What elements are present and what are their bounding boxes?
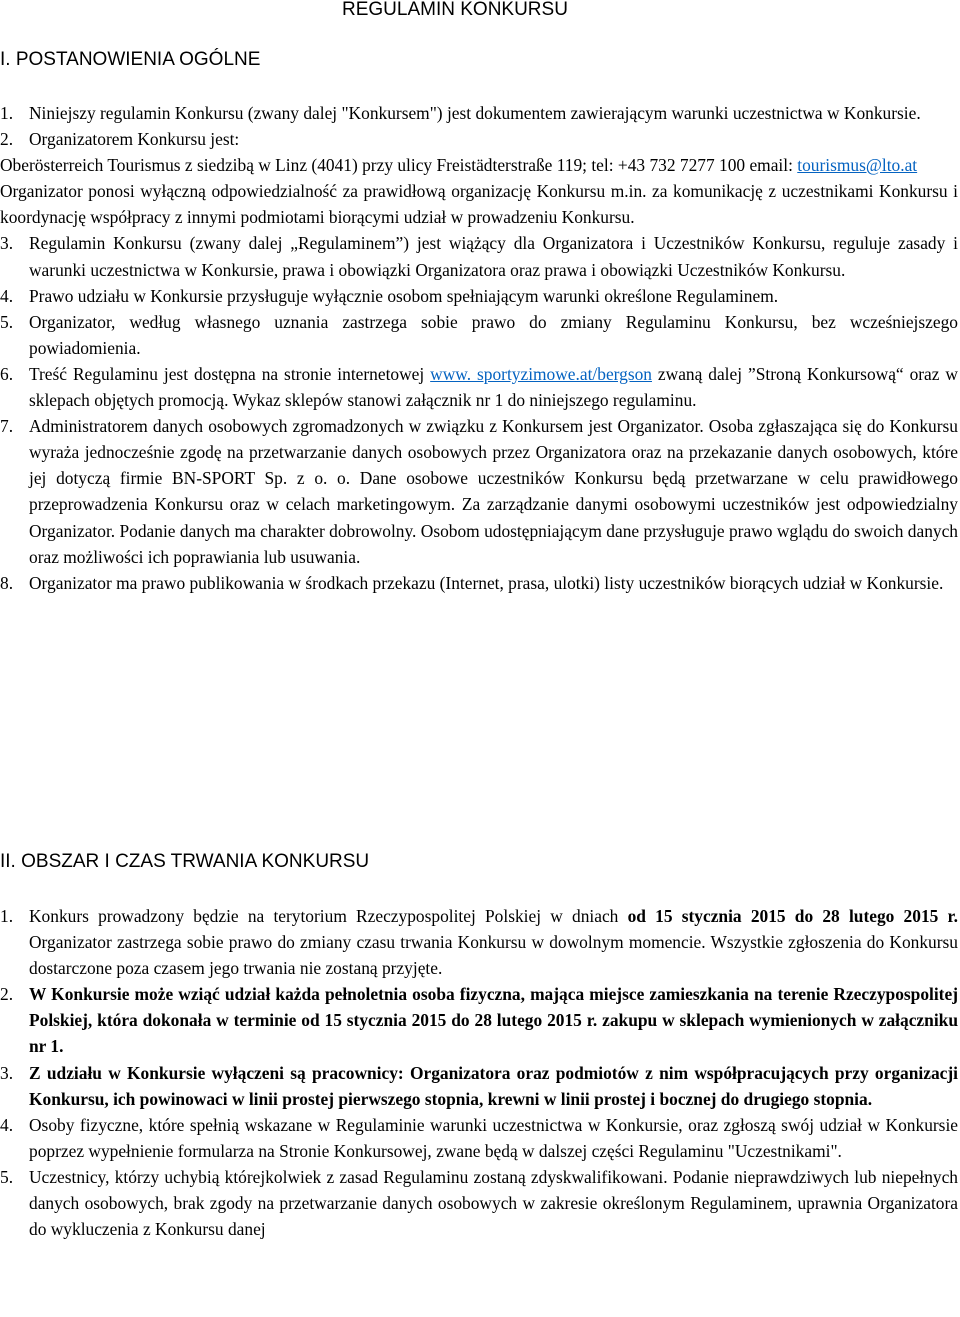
item-text-bold: od 15 stycznia 2015 do 28 lutego 2015 r. (627, 906, 959, 926)
item-number: 3. (0, 233, 14, 254)
item-number: 1. (0, 906, 14, 926)
item-text: Administratorem danych osobowych zgromadzonych w związku z Konkursem jest Organizator. Osoba zgłaszająca się do Konkursu wyraża jednocześnie zgodę na przetwarzanie danych osobowych przez Organizatora oraz na przekazanie danych osobowych, które jej dotyczą firmie BN-SPORT Sp. z o. o. Dane osobowe uczestników Konkursu będą przetwarzane w celu prawidłowego przeprowadzenia Konkursu oraz w celach marketingowym. Za zarządzanie danymi osobowymi uczestników jest odpowiedzialny Organizator. Podanie danych ma charakter dobrowolny. Osobom udostępniającym dane przysługuje prawo wglądu do swoich danych oraz możliwości ich poprawiania lub usuwania. (29, 416, 958, 567)
section-general-provisions (0, 100, 958, 596)
item-number: 1. (0, 103, 14, 123)
item-text: Niniejszy regulamin Konkursu (zwany dalej "Konkursem") jest dokumentem zawierającym warunki uczestnictwa w Konkursie. (29, 103, 921, 123)
list-item (0, 361, 958, 413)
item-text: zwaną dalej ”Stroną Konkursową“ oraz w sklepach objętych promocją. Wykaz sklepów stanowi załącznik nr 1 do niniejszego regulaminu. (29, 363, 958, 411)
item-text-address (0, 152, 958, 178)
item-text: Organizator, według własnego uznania zastrzega sobie prawo do zmiany Regulaminu Konkursu, bez wcześniejszego powiadomienia. (29, 311, 958, 358)
list-item (0, 1112, 958, 1164)
list-item (0, 230, 958, 282)
list-item (0, 309, 958, 361)
list-item (0, 1164, 958, 1242)
item-text: Uczestnicy, którzy uchybią którejkolwiek z zasad Regulaminu zostaną zdyskwalifikowani. Podanie nieprawdziwych lub niepełnych danych osobowych, brak zgody na przetwarzanie danych osobowych w zakresie określonym Regulaminem, uprawnia Organizatora do wykluczenia z Konkursu danej (29, 1166, 958, 1240)
item-text: Organizator zastrzega sobie prawo do zmiany czasu trwania Konkursu w dowolnym momencie. Wszystkie zgłoszenia do Konkursu dostarczone poza czasem jego trwania nie zostaną przyjęte. (29, 932, 958, 979)
section-heading-general-provisions: I. POSTANOWIENIA OGÓLNE (0, 49, 261, 70)
item-text: Konkurs prowadzony będzie na terytorium Rzeczypospolitej Polskiej w dniach (29, 906, 628, 926)
item-text: Regulamin Konkursu (zwany dalej „Regulaminem”) jest wiążący dla Organizatora i Uczestników Konkursu, reguluje zasady i warunki uczestnictwa w Konkursie, prawa i obowiązki Organizatora oraz prawa i obowiązki Uczestników Konkursu. (29, 233, 958, 280)
list-item (0, 413, 958, 570)
list-item (0, 903, 958, 981)
item-number: 3. (0, 1062, 14, 1083)
item-text: Organizatorem Konkursu jest: (29, 129, 240, 150)
item-text: Osoby fizyczne, które spełnią wskazane w Regulaminie warunki uczestnictwa w Konkursie, oraz zgłoszą swój udział w Konkursie poprzez wypełnienie formularza na Stronie Konkursowej, zwane będą w dalszej części Regulaminu "Uczestnikami". (29, 1114, 958, 1161)
document-title: REGULAMIN KONKURSU (342, 0, 568, 20)
item-number: 2. (0, 984, 14, 1005)
item-number: 4. (0, 1114, 14, 1135)
list-item (0, 283, 958, 309)
email-link[interactable]: tourismus@lto.at (797, 155, 918, 176)
item-text: Treść Regulaminu jest dostępna na stronie internetowej (29, 363, 431, 384)
list-item (0, 1060, 958, 1112)
list-item (0, 100, 958, 126)
item-number: 6. (0, 363, 14, 384)
item-text-bold: Z udziału w Konkursie wyłączeni są pracownicy: Organizatora oraz podmiotów z nim współpracujących przy organizacji Konkursu, ich powinowaci w linii prostej pierwszego stopnia, krewni w linii prostej i bocznej do drugiego stopnia. (29, 1062, 958, 1109)
section-heading-area-and-duration: II. OBSZAR I CZAS TRWANIA KONKURSU (0, 851, 370, 872)
item-text-bold: W Konkursie może wziąć udział każda pełnoletnia osoba fizyczna, mająca miejsce zamieszkania na terenie Rzeczypospolitej Polskiej, która dokonała w terminie od 15 stycznia 2015 do 28 lutego 2015 r. zakupu w sklepach wymienionych w załączniku nr 1. (29, 984, 958, 1057)
item-number: 8. (0, 572, 14, 593)
item-number: 2. (0, 129, 14, 150)
section-area-and-duration (0, 903, 958, 1242)
list-item (0, 981, 958, 1059)
item-text: Organizator ma prawo publikowania w środkach przekazu (Internet, prasa, ulotki) listy uczestników biorących udział w Konkursie. (29, 572, 944, 593)
list-item (0, 126, 958, 230)
item-number: 5. (0, 1166, 14, 1187)
item-text: Organizator ponosi wyłączną odpowiedzialność za prawidłową organizację Konkursu m.in. za komunikację z uczestnikami Konkursu i koordynację współpracy z innymi podmiotami biorącymi udział w prowadzeniu Konkursu. (0, 181, 958, 228)
item-number: 7. (0, 416, 14, 437)
item-text: Prawo udziału w Konkursie przysługuje wyłącznie osobom spełniającym warunki określone Regulaminem. (29, 285, 779, 306)
list-item (0, 570, 958, 596)
item-text: Oberösterreich Tourismus z siedzibą w Linz (4041) przy ulicy Freistädterstraße 119; tel: +43 732 7277 100 email: (0, 155, 798, 176)
item-number: 4. (0, 285, 14, 306)
item-number: 5. (0, 311, 14, 332)
website-link[interactable]: www. sportyzimowe.at/bergson (430, 363, 652, 384)
